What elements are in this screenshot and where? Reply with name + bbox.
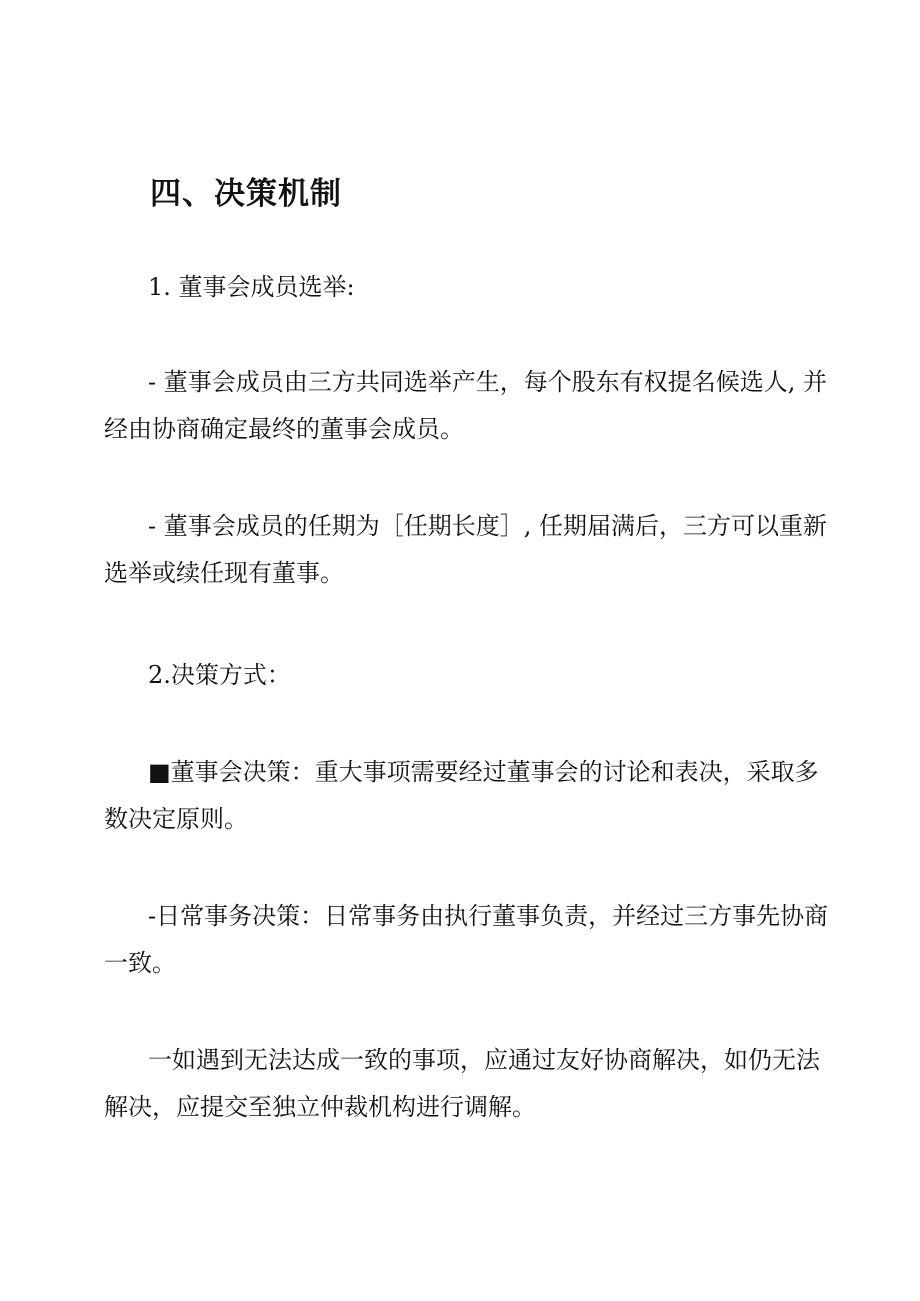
item2-paragraph2-line1: -日常事务决策：日常事务由执行董事负责，并经过三方事先协商 <box>148 902 829 930</box>
item2-paragraph1-line2: 数决定原则。 <box>104 805 248 833</box>
section-title: 四、决策机制 <box>150 176 342 212</box>
item1-paragraph1-line2: 经由协商确定最终的董事会成员。 <box>104 415 464 443</box>
item1-paragraph2-line2: 选举或续任现有董事。 <box>104 559 344 587</box>
item1-paragraph2-line1: - 董事会成员的任期为［任期长度］, 任期届满后，三方可以重新 <box>148 512 827 540</box>
item2-paragraph3-line2: 解决，应提交至独立仲裁机构进行调解。 <box>104 1093 536 1121</box>
item2-paragraph1-line1: ■董事会决策：重大事项需要经过董事会的讨论和表决，采取多 <box>148 758 819 786</box>
item2-paragraph2-line2: 一致。 <box>104 949 176 977</box>
item1-title: 1. 董事会成员选举: <box>148 273 355 301</box>
item2-title: 2.决策方式： <box>148 661 291 689</box>
item2-paragraph3-line1: 一如遇到无法达成一致的事项，应通过友好协商解决，如仍无法 <box>148 1046 820 1074</box>
item1-paragraph1-line1: - 董事会成员由三方共同选举产生，每个股东有权提名候选人, 并 <box>148 368 827 396</box>
